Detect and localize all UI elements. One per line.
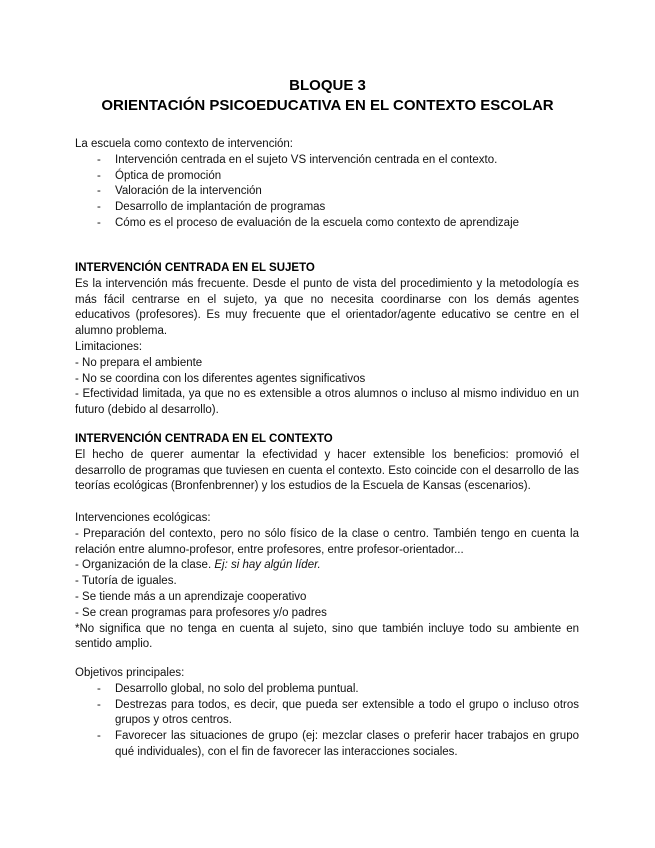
list-item: - Destrezas para todos, es decir, que pueda ser extensible a todo el grupo o incluso otros grupos y otros centros. (75, 698, 579, 730)
eco-item (75, 558, 579, 574)
section-body: Es la intervención más frecuente. Desde el punto de vista del procedimiento y la metodología es más fácil centrarse en el sujeto, ya que no necesita coordinarse con los demás agentes educativos (profesores). Es muy frecuente que el orientador/agente educativo se centre en el alumno problema. (75, 277, 579, 338)
page-title: ORIENTACIÓN PSICOEDUCATIVA EN EL CONTEXTO ESCOLAR (101, 97, 554, 114)
eco-item: - Se tiende más a un aprendizaje cooperativo (75, 590, 307, 603)
limit-item: - No prepara el ambiente (75, 356, 203, 369)
list-item: - Valoración de la intervención (75, 184, 579, 200)
limit-item: - No se coordina con los diferentes agentes significativos (75, 372, 366, 385)
intro-section (75, 137, 579, 232)
list-item: - Desarrollo global, no solo del problema puntual. (75, 682, 579, 698)
section-heading: INTERVENCIÓN CENTRADA EN EL SUJETO (75, 262, 315, 274)
eco-item: - Tutoría de iguales. (75, 575, 177, 588)
list-item: - Óptica de promoción (75, 169, 579, 185)
limits-label: Limitaciones: (75, 340, 143, 353)
section-heading: INTERVENCIÓN CENTRADA EN EL CONTEXTO (75, 433, 333, 445)
objectives-label: Objetivos principales: (75, 667, 185, 679)
objectives-section (75, 666, 579, 761)
eco-example: Ej: si hay algún líder. (214, 559, 321, 572)
block-number: BLOQUE 3 (289, 77, 366, 94)
intro-lead: La escuela como contexto de intervención: (75, 138, 293, 150)
list-item: - Desarrollo de implantación de programas (75, 200, 579, 216)
eco-item-text: - Organización de la clase. (75, 559, 215, 572)
section-body: El hecho de querer aumentar la efectividad y hacer extensible los beneficios: promovió el desarrollo de programas que tuviesen en cuenta el contexto. Esto coincide con el desarrollo de las teorías ecológicas (Bronfenbrenner) y los estudios de la Escuela de Kansas (escenarios). (75, 448, 579, 493)
intro-list (75, 153, 579, 232)
eco-label: Intervenciones ecológicas: (75, 511, 211, 524)
limit-item: - Efectividad limitada, ya que no es extensible a otros alumnos o incluso al mismo individuo en un futuro (debido al desarrollo). (75, 388, 579, 417)
list-item: - Favorecer las situaciones de grupo (ej: mezclar clases o preferir hacer trabajos en grupo qué individuales), con el fin de favorecer las interacciones sociales. (75, 729, 579, 761)
eco-item: - Preparación del contexto, pero no sólo físico de la clase o centro. También tengo en cuenta la relación entre alumno-profesor, entre profesores, entre profesor-orientador... (75, 527, 579, 556)
objectives-list (75, 682, 579, 761)
list-item: - Intervención centrada en el sujeto VS intervención centrada en el contexto. (75, 153, 579, 169)
subject-section (75, 261, 579, 419)
context-section (75, 432, 579, 653)
eco-item: - Se crean programas para profesores y/o padres (75, 606, 327, 619)
note: *No significa que no tenga en cuenta al sujeto, sino que también incluye todo su ambiente en sentido amplio. (75, 622, 579, 651)
list-item: - Cómo es el proceso de evaluación de la escuela como contexto de aprendizaje (75, 216, 579, 232)
